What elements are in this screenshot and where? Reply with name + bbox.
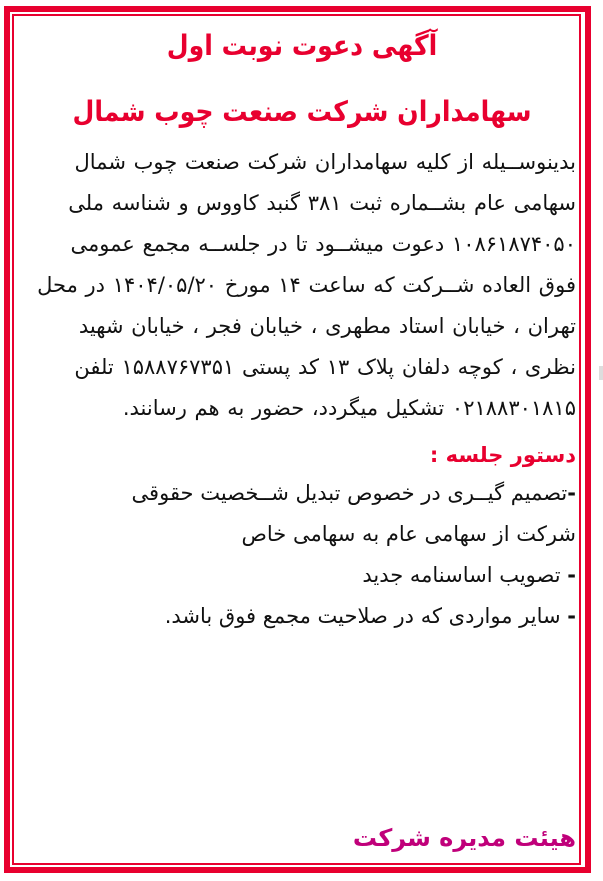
- body-line: سهامی عام بشــماره ثبت ۳۸۱ گنبد کاووس و شناسه ملی: [68, 191, 576, 215]
- body-line: نظری ، کوچه دلفان پلاک ۱۳ کد پستی ۱۵۸۸۷۶۷۳۵۱ تلفن: [74, 355, 576, 379]
- body-line: ۰۲۱۸۸۳۰۱۸۱۵ تشکیل میگردد، حضور به هم رسانند.: [122, 396, 576, 420]
- agenda-item-text: تصمیم گیــری در خصوص تبدیل شــخصیت حقوقی: [131, 481, 568, 505]
- agenda-item-text: سایر مواردی که در صلاحیت مجمع فوق باشد.: [164, 604, 561, 628]
- body-line: بدینوســیله از کلیه سهامداران شرکت صنعت چوب شمال: [74, 150, 576, 174]
- notice-body: [28, 142, 576, 429]
- body-line: تهران ، خیابان استاد مطهری ، خیابان فجر ، خیابان شهید: [78, 314, 576, 338]
- agenda-item: [28, 473, 576, 514]
- notice-subtitle: سهامداران شرکت صنعت چوب شمال: [72, 95, 532, 128]
- notice-content: [28, 16, 576, 866]
- notice-title: آگهی دعوت نوبت اول: [166, 29, 438, 62]
- agenda-item: [28, 596, 576, 637]
- agenda-dash: -: [567, 563, 576, 587]
- scroll-edge-marker: [599, 366, 603, 380]
- agenda-item-text: تصویب اساسنامه جدید: [362, 563, 561, 587]
- agenda-dash: -: [567, 604, 576, 628]
- agenda-heading: دستور جلسه :: [429, 443, 576, 467]
- body-line: ۱۰۸۶۱۸۷۴۰۵۰ دعوت میشــود تا در جلســه مجمع عمومی: [70, 232, 576, 256]
- agenda-dash: -: [567, 481, 576, 505]
- body-line: فوق العاده شــرکت که ساعت ۱۴ مورخ ۱۴۰۴/۰۵/۲۰ در محل: [37, 273, 576, 297]
- agenda-item: [28, 555, 576, 596]
- agenda-item-continuation: [28, 514, 576, 555]
- agenda-item-text: شرکت از سهامی عام به سهامی خاص: [241, 522, 576, 546]
- board-signature: هیئت مدیره شرکت: [352, 824, 576, 852]
